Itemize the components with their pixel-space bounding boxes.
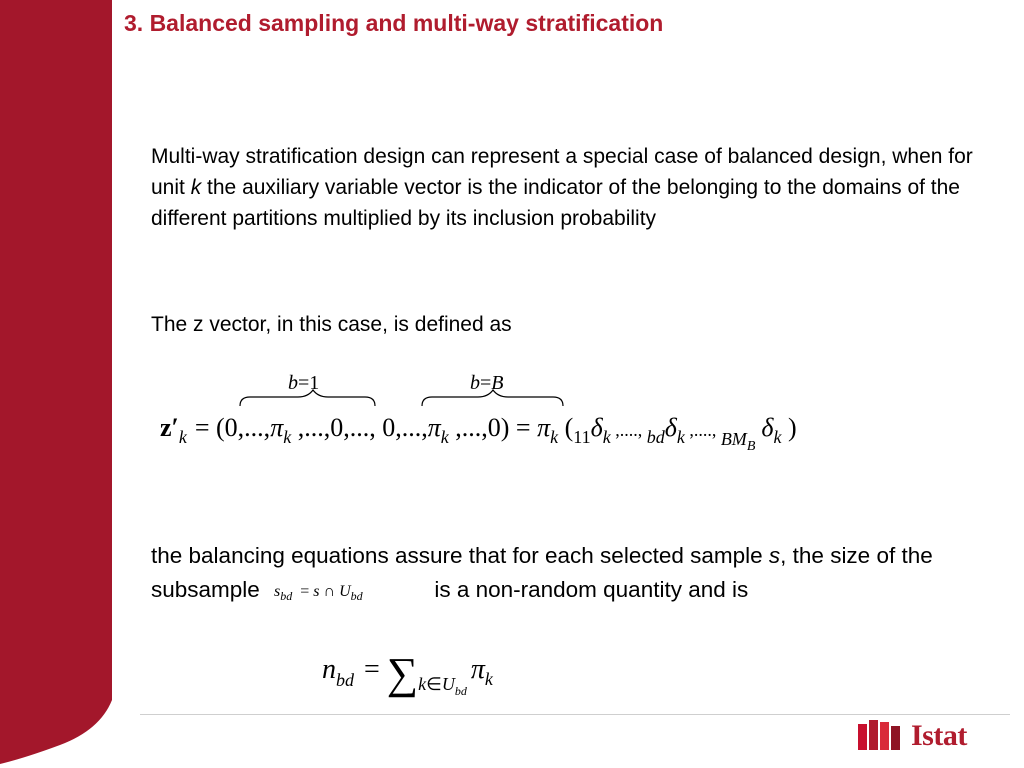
- subsample-formula: [272, 576, 422, 606]
- paragraph-balancing-part2: , the size of the subsample: [151, 543, 933, 602]
- n-bd-equation: [318, 644, 558, 708]
- unit-k-italic: k: [190, 176, 202, 199]
- sample-s-italic: s: [768, 543, 781, 568]
- paragraph-definition-end: the auxiliary variable vector is the indicator of the belonging to the domains of the different partitions multiplied by its inclusion probability: [151, 176, 960, 230]
- sidebar-decoration: [0, 0, 112, 768]
- brace-label-b1: b=1: [288, 372, 320, 394]
- paragraph-z-vector: The z vector, in this case, is defined as: [151, 313, 512, 336]
- n-bd-formula: $n_{bd}$ = ∑k∈Ubdπ$_k$: [322, 649, 493, 698]
- z-vector-equation: [160, 366, 980, 466]
- paragraph-definition-start: Multi-way stratification design can represent a special case of balanced design, when for unit: [151, 145, 973, 199]
- slide-title: 3. Balanced sampling and multi-way stratification: [124, 10, 664, 36]
- brace-label-bB: b=B: [470, 372, 504, 394]
- paragraph-balancing-part1: the balancing equations assure that for each selected sample: [151, 543, 769, 568]
- istat-logo-text: Istat: [911, 719, 967, 752]
- paragraph-definition: [151, 141, 981, 234]
- paragraph-balancing: [151, 539, 981, 607]
- svg-text:sbd= s ∩ Ubd: $s_{bd} = s$ ∩ $U_{bd}$: [274, 583, 363, 604]
- paragraph-balancing-part3: is a non-random quantity and is: [428, 577, 749, 602]
- equation-main-line: $z'_k = (0,...,\pi_k$ ,...,0,..., $0,...,\pi_k$ $,...,0) = \pi_k$ ($_{11}\delta_k$ ,...., $_{bd}\delta_k$ ,...., $_{BM}B\delta_k$ ): [160, 413, 797, 454]
- footer-divider: [140, 714, 1010, 715]
